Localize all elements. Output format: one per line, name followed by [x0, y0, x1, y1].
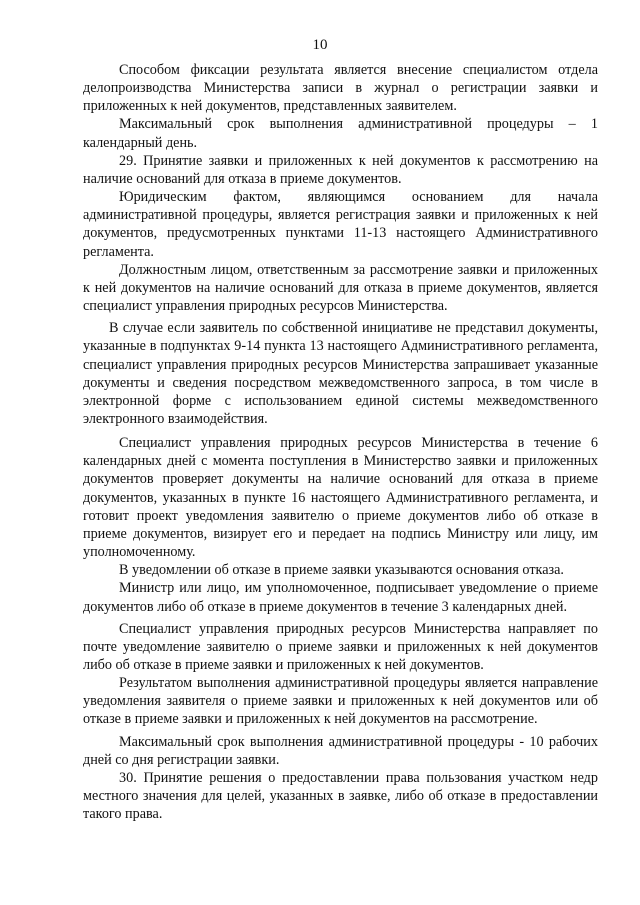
paragraph-item-30-heading: 30. Принятие решения о предоставлении права пользования участком недр местного значения для целей, указанных в заявке, либо об отказе в предоставлении такого права.	[83, 769, 598, 823]
paragraph-max-term-10-days: Максимальный срок выполнения административной процедуры - 10 рабочих дней со дня регистрации заявки.	[83, 733, 598, 768]
paragraph-item-29-heading: 29. Принятие заявки и приложенных к ней документов к рассмотрению на наличие оснований для отказа в приеме документов.	[83, 152, 598, 187]
paragraph-responsible-official: Должностным лицом, ответственным за рассмотрение заявки и приложенных к ней документов на наличие оснований для отказа в приеме документов, является специалист управления природных ресурсов Министерства.	[83, 261, 598, 315]
paragraph-refusal-grounds: В уведомлении об отказе в приеме заявки указываются основания отказа.	[119, 562, 564, 579]
paragraph-max-term-1-day: Максимальный срок выполнения административной процедуры – 1 календарный день.	[83, 116, 598, 151]
paragraph-interagency-request: В случае если заявитель по собственной инициативе не представил документы, указанные в подпунктах 9-14 пункта 13 настоящего Административного регламента, специалист управления природных ресурсов Министерства запрашивает указанные документы и сведения посредством межведомственного запроса, в том числе в электронной форме с использованием единой системы межведомственного электронного взаимодействия.	[83, 320, 598, 427]
paragraph-postal-notification: Специалист управления природных ресурсов Министерства направляет по почте уведомление заявителю о приеме заявки и приложенных к ней документов либо об отказе в приеме заявки и приложенных к ней документов.	[83, 620, 598, 673]
paragraph-recording-method: Способом фиксации результата является внесение специалистом отдела делопроизводства Министерства записи в журнал о регистрации заявки и приложенных к ней документов, представленных заявителем.	[83, 62, 598, 115]
paragraph-specialist-review: Специалист управления природных ресурсов Министерства в течение 6 календарных дней с момента поступления в Министерство заявки и приложенных документов проверяет документы на наличие оснований для отказа в приеме документов, указанных в пункте 16 настоящего Административного регламента, и готовит проект уведомления заявителю о приеме документов либо об отказе в приеме документов, визирует его и передает на подпись Министру или лицу, им уполномоченному.	[83, 435, 598, 561]
paragraph-procedure-result: Результатом выполнения административной процедуры является направление уведомления заявителя о приеме заявки и приложенных к ней документов или об отказе в приеме заявки и приложенных к ней документов на рассмотрение.	[83, 675, 598, 728]
paragraph-minister-signature: Министр или лицо, им уполномоченное, подписывает уведомление о приеме документов либо об отказе в приеме документов в течение 3 календарных дней.	[83, 580, 598, 615]
page-number: 10	[312, 37, 328, 53]
paragraph-legal-fact: Юридическим фактом, являющимся основанием для начала административной процедуры, является регистрация заявки и приложенных к ней документов, предусмотренных пунктами 11-13 настоящего Административного регламента.	[83, 189, 598, 260]
document-body	[83, 61, 598, 823]
